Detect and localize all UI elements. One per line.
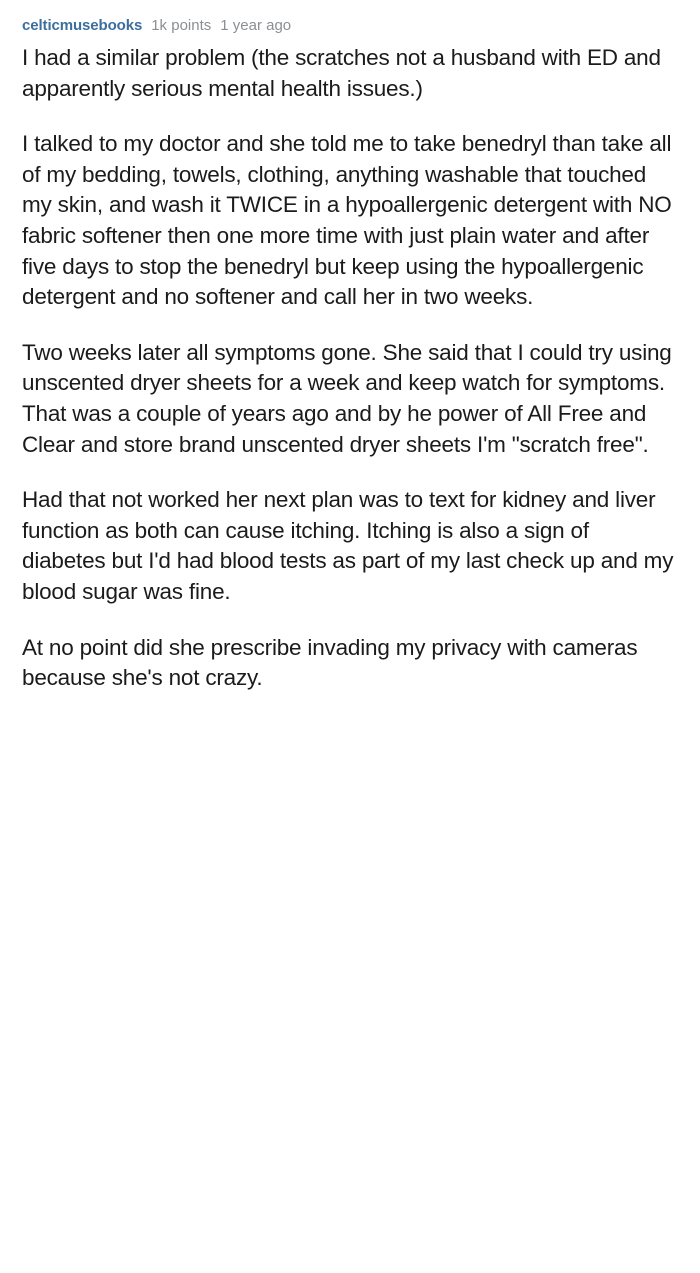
comment-paragraph: I talked to my doctor and she told me to take benedryl than take all of my bedding, towels, clothing, anything washable that touched my skin, and wash it TWICE in a hypoallergenic detergent with NO fabric softener then one more time with just plain water and after five days to stop the benedryl but keep using the hypoallergenic detergent and no softener and call her in two weeks. <box>22 131 672 310</box>
comment-author[interactable]: celticmusebooks <box>22 17 143 34</box>
comment-paragraph: At no point did she prescribe invading my privacy with cameras because she's not crazy. <box>22 634 638 691</box>
comment-paragraph: I had a similar problem (the scratches not a husband with ED and apparently serious mental health issues.) <box>22 45 661 101</box>
comment-body <box>22 43 678 694</box>
comment-timestamp: 1 year ago <box>220 17 292 34</box>
comment-meta <box>22 18 678 33</box>
comment-points: 1k points <box>151 17 212 34</box>
comment-paragraph: Two weeks later all symptoms gone. She said that I could try using unscented dryer sheets for a week and keep watch for symptoms. That was a couple of years ago and by he power of All Free and Clear and store brand unscented dryer sheets I'm "scratch free". <box>22 339 672 457</box>
comment-paragraph: Had that not worked her next plan was to text for kidney and liver function as both can cause itching. Itching is also a sign of diabetes but I'd had blood tests as part of my last check up and my blood sugar was fine. <box>22 487 674 604</box>
